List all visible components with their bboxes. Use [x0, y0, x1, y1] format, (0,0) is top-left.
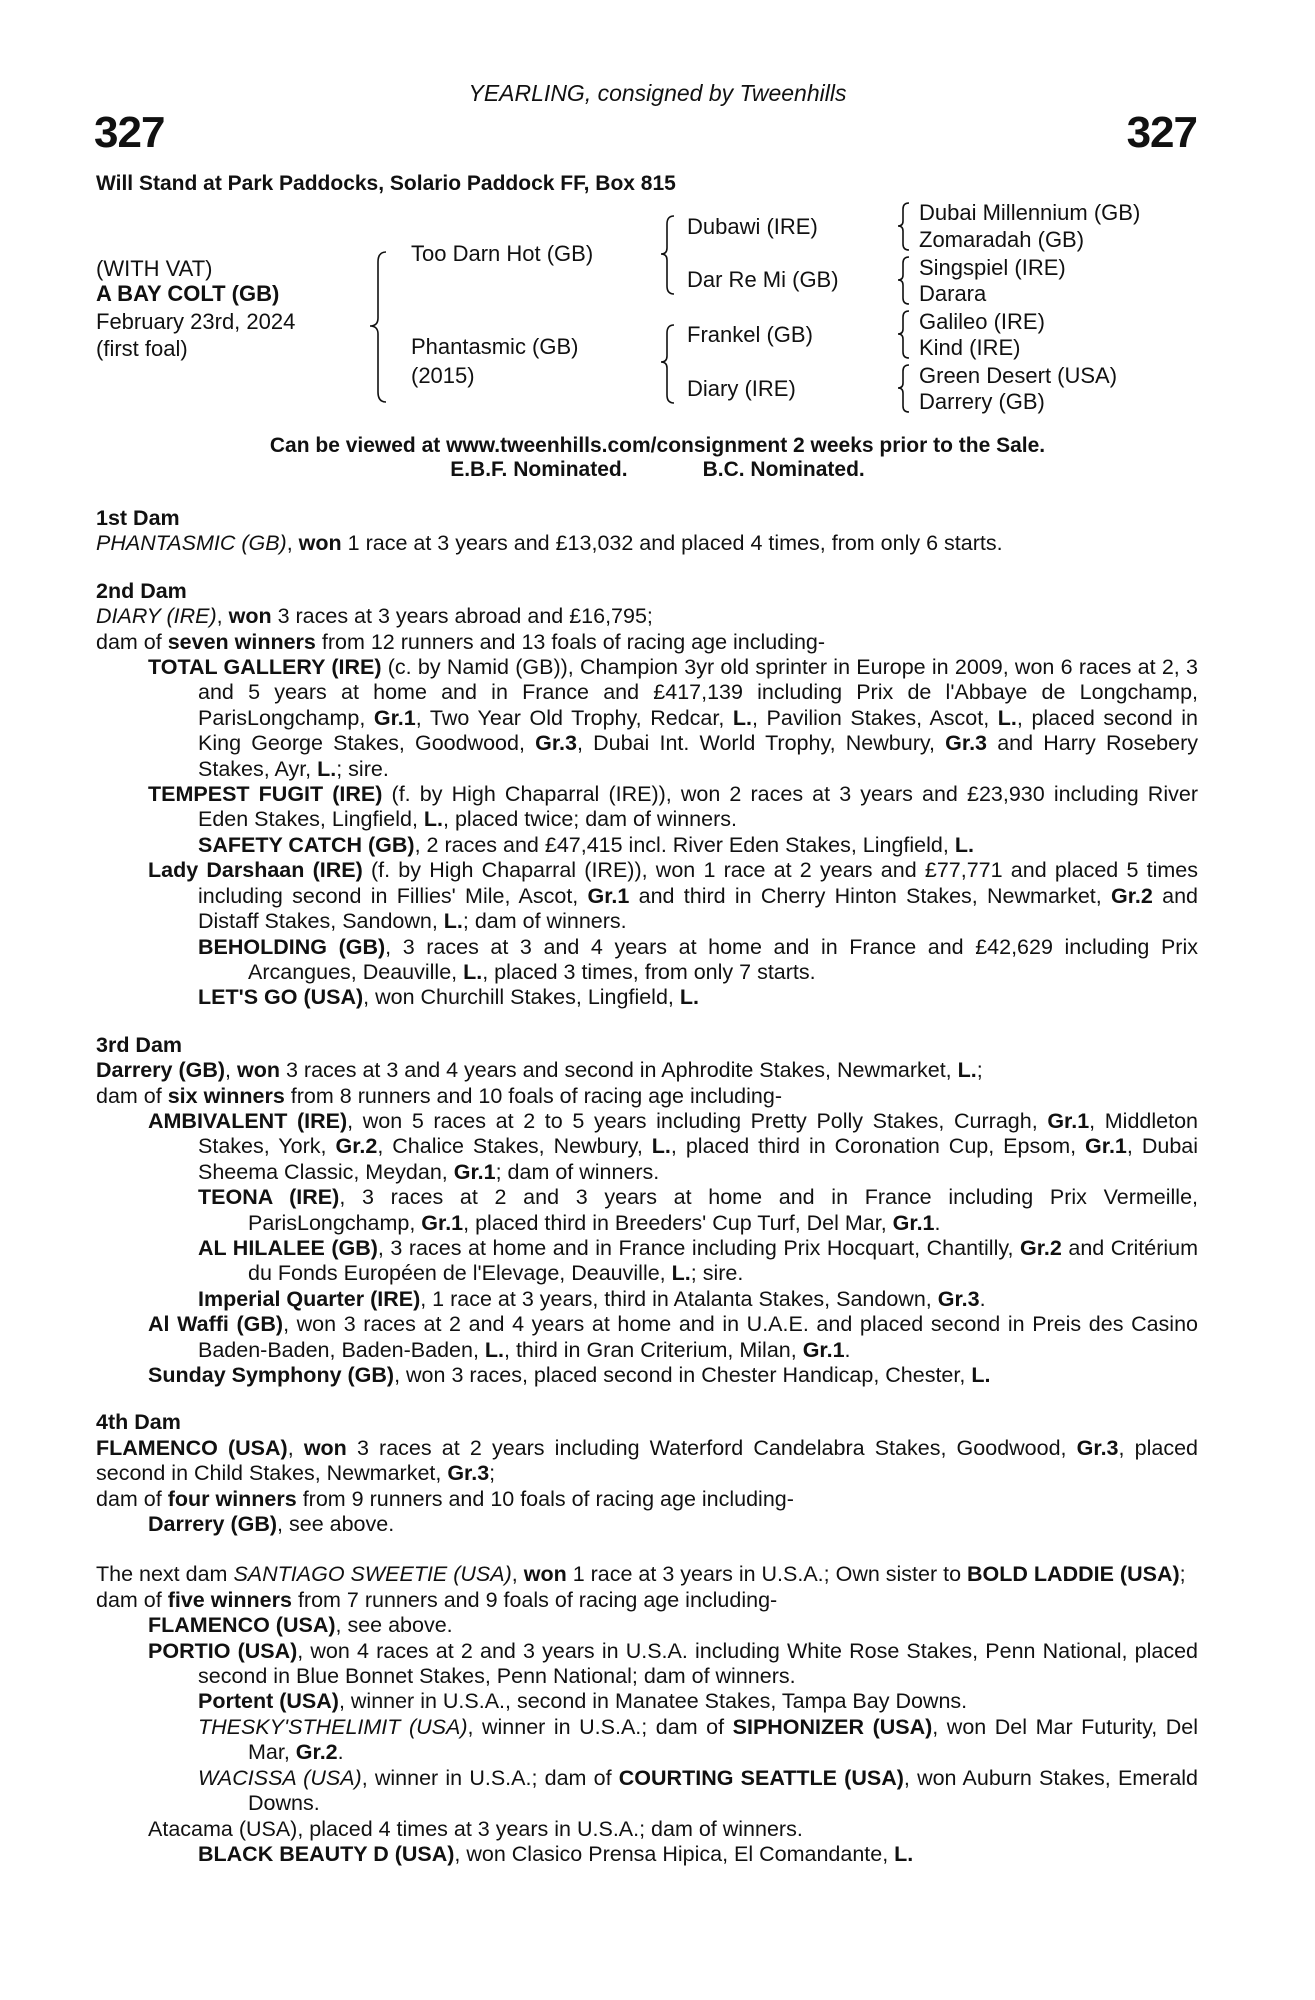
text: , Dubai Int. World Trophy, Newbury, [576, 731, 946, 756]
text: , won Auburn Stakes, Emerald Downs. [248, 1765, 1199, 1816]
pedigree-entry [96, 1766, 1198, 1817]
bold-text: PORTIO (USA) [148, 1638, 298, 1663]
text: ; [1179, 1562, 1186, 1587]
bold-text: L. [651, 1134, 671, 1159]
text: 3 races at 2 years including Waterford Candelabra Stakes, Goodwood, [346, 1435, 1077, 1460]
bold-text: L. [423, 807, 444, 832]
bold-text: Gr.1 [1047, 1108, 1090, 1133]
bold-text: FLAMENCO (USA) [148, 1613, 336, 1638]
bold-text: AMBIVALENT (IRE) [148, 1108, 348, 1133]
bold-text: L. [954, 832, 974, 857]
pedigree-entry [96, 1185, 1198, 1236]
section-heading: 4th Dam [96, 1410, 181, 1435]
pedigree-entry [96, 1588, 1198, 1613]
text: . [979, 1286, 986, 1311]
text: from 12 runners and 13 foals of racing age including- [315, 629, 826, 654]
pedigree-entry [96, 782, 1198, 833]
bold-text: Gr.1 [373, 705, 416, 730]
bold-text: won [237, 1058, 280, 1083]
bold-text: BEHOLDING (GB) [198, 934, 386, 959]
text: , 1 race at 3 years, third in Atalanta Stakes, Sandown, [420, 1286, 938, 1311]
lot-number-right: 327 [1126, 108, 1197, 157]
pedigree-entry [96, 833, 1198, 858]
text: . [934, 1210, 941, 1235]
bold-text: won [298, 531, 342, 556]
bold-text: Al Waffi (GB) [148, 1312, 284, 1337]
pedigree-entry [96, 1236, 1198, 1287]
spacer [96, 1537, 1198, 1562]
bold-text: won [228, 604, 272, 629]
pedigree-entry [96, 1715, 1198, 1766]
pedigree-entry [96, 1689, 1198, 1714]
text: (f. by High Chaparral (IRE)), won 1 race at 2 years and £77,771 and placed 5 times including second in Fillies' Mile, Ascot, [198, 858, 1198, 908]
bold-text: Gr.1 [453, 1159, 496, 1184]
ancestor-dss: Galileo (IRE) [919, 309, 1045, 334]
dam-of-sire: Dar Re Mi (GB) [687, 267, 839, 292]
section-heading: 3rd Dam [96, 1032, 183, 1057]
bold-text: Portent (USA) [198, 1689, 339, 1714]
pedigree-entry [96, 1109, 1198, 1185]
pedigree-entry [96, 1312, 1198, 1363]
foaling-date: February 23rd, 2024 [96, 309, 296, 334]
horse-name: A BAY COLT (GB) [96, 281, 280, 306]
bold-text: SIPHONIZER (USA) [732, 1714, 933, 1739]
text: . [337, 1740, 344, 1765]
bold-text: Sunday Symphony (GB) [148, 1363, 395, 1387]
ancestor-ddd: Darrery (GB) [919, 389, 1045, 414]
sire-of-dam: Frankel (GB) [687, 322, 813, 347]
bold-text: won [523, 1562, 567, 1587]
text: (f. by High Chaparral (IRE)), won 2 races at 3 years and £23,930 including River Eden Stakes, Lingfield, [198, 782, 1198, 832]
pedigree-entry [96, 1639, 1198, 1690]
bold-text: L. [463, 959, 483, 984]
pedigree-entry [96, 1562, 1198, 1587]
text: , placed second in Child Stakes, Newmarket, [96, 1435, 1198, 1486]
ebf-nominated: E.B.F. Nominated. [450, 458, 628, 481]
text: , 3 races at 3 and 4 years at home and in France and £42,629 including Prix Arcangues, Deauville, [248, 934, 1198, 984]
bold-text: Gr.1 [421, 1210, 464, 1235]
pedigree-entry [96, 1817, 1198, 1842]
text: , Dubai Sheema Classic, Meydan, [198, 1134, 1199, 1184]
pedigree-entry [96, 1487, 1198, 1512]
text: , 3 races at home and in France including Prix Hocquart, Chantilly, [377, 1235, 1021, 1260]
text: , [216, 604, 229, 629]
bold-text: LET'S GO (USA) [198, 985, 364, 1010]
text: , winner in U.S.A.; dam of [361, 1765, 619, 1790]
sire: Too Darn Hot (GB) [411, 241, 594, 266]
text: dam of [96, 1486, 168, 1511]
pedigree-entry [96, 1512, 1198, 1537]
text: , see above. [335, 1613, 453, 1638]
text: . [844, 1337, 851, 1362]
pedigree-entry [96, 985, 1198, 1010]
text: , [225, 1058, 237, 1083]
bold-text: BLACK BEAUTY D (USA) [198, 1841, 455, 1866]
text: , [511, 1562, 524, 1587]
text: , placed twice; dam of winners. [443, 807, 737, 832]
catalogue-body [96, 506, 1198, 1867]
text: , 2 races and £47,415 incl. River Eden Stakes, Lingfield, [414, 832, 955, 857]
bold-text: L. [671, 1261, 691, 1286]
text: 3 races at 3 years abroad and £16,795; [271, 604, 653, 629]
text: , placed third in Coronation Cup, Epsom, [670, 1134, 1086, 1159]
text: , placed third in Breeders' Cup Turf, Del Mar, [463, 1210, 893, 1235]
text: , winner in U.S.A., second in Manatee Stakes, Tampa Bay Downs. [338, 1689, 968, 1714]
dam-year: (2015) [411, 363, 475, 388]
bold-text: Gr.2 [1020, 1235, 1062, 1260]
text: and third in Cherry Hinton Stakes, Newmarket, [629, 883, 1111, 908]
text: 3 races at 3 and 4 years and second in Aphrodite Stakes, Newmarket, [280, 1058, 958, 1083]
section-heading: 2nd Dam [96, 578, 187, 603]
lot-number-left: 327 [94, 108, 165, 157]
ancestor-sss: Dubai Millennium (GB) [919, 200, 1141, 225]
text: , Middleton Stakes, York, [198, 1108, 1198, 1159]
bold-text: seven winners [167, 629, 316, 654]
dam: Phantasmic (GB) [411, 334, 579, 359]
text: 1 race at 3 years in U.S.A.; Own sister to [566, 1562, 968, 1587]
vat-note: (WITH VAT) [96, 256, 213, 281]
text: from 9 runners and 10 foals of racing age including- [296, 1486, 794, 1511]
bold-text: L. [679, 985, 699, 1010]
pedigree-entry [96, 935, 1198, 986]
bold-text: Gr.1 [1085, 1134, 1127, 1159]
bold-text: won [303, 1435, 347, 1460]
italic-text: SANTIAGO SWEETIE (USA) [233, 1562, 512, 1587]
italic-text: THESKY'STHELIMIT (USA) [198, 1714, 468, 1739]
pedigree-entry [96, 604, 1198, 629]
bold-text: L. [732, 705, 752, 730]
italic-text: DIARY (IRE) [96, 604, 217, 629]
foal-note: (first foal) [96, 336, 188, 361]
italic-text: PHANTASMIC (GB) [96, 531, 287, 556]
pedigree-entry [96, 655, 1198, 782]
ancestor-sds: Singspiel (IRE) [919, 255, 1066, 280]
bold-text: Gr.2 [295, 1740, 338, 1765]
text: ; [489, 1461, 496, 1486]
text: Atacama (USA), placed 4 times at 3 years in U.S.A.; dam of winners. [148, 1816, 803, 1841]
stabling-info: Will Stand at Park Paddocks, Solario Paddock FF, Box 815 [96, 172, 676, 195]
bold-text: six winners [167, 1083, 285, 1108]
pedigree-entry [96, 1363, 1198, 1388]
bold-text: L. [971, 1363, 991, 1387]
text: , won Clasico Prensa Hipica, El Comandante, [454, 1841, 895, 1866]
text: and Distaff Stakes, Sandown, [198, 883, 1198, 934]
text: , placed second in King George Stakes, Goodwood, [198, 705, 1199, 756]
text: ; [976, 1058, 983, 1083]
bold-text: L. [957, 1058, 977, 1083]
text: , placed 3 times, from only 7 starts. [482, 959, 816, 984]
text: , see above. [277, 1512, 395, 1537]
bold-text: Imperial Quarter (IRE) [198, 1286, 421, 1311]
bold-text: TEONA (IRE) [198, 1185, 340, 1210]
bold-text: Gr.2 [335, 1134, 378, 1159]
text: (c. by Namid (GB)), Champion 3yr old sprinter in Europe in 2009, won 6 races at 2, 3 and 5 years at home and in France and £417,139 including Prix de l'Abbaye de Longchamp, ParisLongchamp, [198, 655, 1198, 730]
pedigree-entry [96, 1436, 1198, 1487]
text: , Chalice Stakes, Newbury, [377, 1134, 652, 1159]
text: , won Churchill Stakes, Lingfield, [363, 985, 680, 1010]
page-header: YEARLING, consigned by Tweenhills [468, 80, 847, 106]
bold-text: four winners [167, 1486, 297, 1511]
bold-text: Gr.1 [892, 1210, 935, 1235]
ancestor-sdd: Darara [919, 281, 987, 306]
text: dam of [96, 1083, 168, 1108]
text: The next dam [96, 1562, 234, 1587]
bold-text: Darrery (GB) [96, 1058, 226, 1083]
text: , [286, 531, 299, 556]
sire-of-sire: Dubawi (IRE) [687, 214, 818, 239]
bold-text: Gr.3 [1076, 1435, 1119, 1460]
pedigree-entry [96, 1613, 1198, 1638]
text: , won 3 races at 2 and 4 years at home and in U.A.E. and placed second in Preis des Casino Baden-Baden, Baden-Baden, [198, 1312, 1199, 1362]
bold-text: SAFETY CATCH (GB) [198, 832, 415, 857]
text: ; dam of winners. [462, 909, 627, 934]
bold-text: Gr.1 [587, 883, 630, 908]
text: , winner in U.S.A.; dam of [467, 1714, 733, 1739]
text: and Critérium du Fonds Européen de l'Elevage, Deauville, [248, 1235, 1199, 1286]
text: , won Del Mar Futurity, Del Mar, [248, 1714, 1198, 1765]
pedigree-entry [96, 1842, 1198, 1867]
nominations [0, 457, 1315, 482]
text: ; sire. [690, 1261, 744, 1286]
pedigree-entry [96, 858, 1198, 934]
ancestor-ssd: Zomaradah (GB) [919, 227, 1085, 252]
ancestor-dds: Green Desert (USA) [919, 363, 1118, 388]
viewing-notice: Can be viewed at www.tweenhills.com/consignment 2 weeks prior to the Sale. [269, 434, 1046, 457]
ancestor-dsd: Kind (IRE) [919, 335, 1021, 360]
bold-text: FLAMENCO (USA) [96, 1435, 288, 1460]
bold-text: Gr.1 [802, 1337, 845, 1362]
text: 1 race at 3 years and £13,032 and placed 4 times, from only 6 starts. [341, 531, 1003, 556]
bold-text: BOLD LADDIE (USA) [967, 1562, 1180, 1587]
text: , 3 races at 2 and 3 years at home and in France including Prix Vermeille, ParisLongchamp, [248, 1185, 1198, 1235]
dam-of-dam: Diary (IRE) [687, 376, 796, 401]
text: dam of [96, 1587, 168, 1612]
text: , third in Gran Criterium, Milan, [504, 1337, 803, 1362]
pedigree-entry [96, 1058, 1198, 1083]
bold-text: L. [894, 1841, 914, 1866]
pedigree-entry [96, 531, 1198, 556]
bold-text: L. [484, 1337, 504, 1362]
bold-text: Gr.3 [535, 731, 577, 756]
italic-text: WACISSA (USA) [198, 1765, 362, 1790]
section-heading: 1st Dam [96, 506, 180, 530]
text: and Harry Rosebery Stakes, Ayr, [198, 731, 1198, 781]
text: , Pavilion Stakes, Ascot, [751, 705, 998, 730]
text: ; sire. [336, 756, 389, 781]
bold-text: five winners [167, 1587, 292, 1612]
pedigree-entry [96, 1287, 1198, 1312]
text: from 8 runners and 10 foals of racing age including- [284, 1083, 782, 1108]
bold-text: L. [443, 909, 463, 934]
text: , won 4 races at 2 and 3 years in U.S.A. including White Rose Stakes, Penn National, placed second in Blue Bonnet Stakes, Penn National; dam of winners. [198, 1638, 1198, 1689]
bold-text: Darrery (GB) [148, 1512, 278, 1537]
pedigree-entry [96, 1084, 1198, 1109]
bold-text: L. [317, 756, 337, 781]
bold-text: COURTING SEATTLE (USA) [618, 1765, 904, 1790]
bold-text: Lady Darshaan (IRE) [148, 858, 363, 883]
bold-text: Gr.3 [937, 1286, 980, 1311]
text: dam of [96, 629, 168, 654]
bold-text: Gr.3 [945, 731, 988, 756]
pedigree-entry [96, 630, 1198, 655]
bold-text: L. [997, 705, 1017, 730]
bold-text: Gr.3 [447, 1461, 490, 1486]
text: , won 5 races at 2 to 5 years including Pretty Polly Stakes, Curragh, [347, 1108, 1048, 1133]
bold-text: AL HILALEE (GB) [198, 1235, 378, 1260]
bold-text: Gr.2 [1111, 883, 1153, 908]
bold-text: TOTAL GALLERY (IRE) [148, 655, 382, 680]
text: from 7 runners and 9 foals of racing age including- [291, 1587, 778, 1612]
text: , won 3 races, placed second in Chester Handicap, Chester, [394, 1363, 972, 1387]
text: ; dam of winners. [495, 1159, 660, 1184]
text: , Two Year Old Trophy, Redcar, [415, 705, 733, 730]
text: , [287, 1435, 304, 1460]
bc-nominated: B.C. Nominated. [702, 458, 865, 481]
bold-text: TEMPEST FUGIT (IRE) [148, 782, 383, 807]
